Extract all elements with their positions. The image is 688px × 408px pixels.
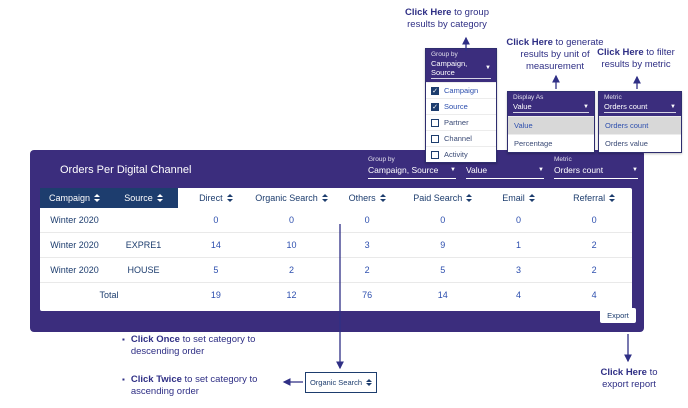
callout-metric-rest: to filter results by metric — [601, 47, 675, 70]
sort-up-down-icon — [609, 194, 615, 202]
sort-up-down-icon — [466, 194, 472, 202]
display-as-popup-value: Value — [513, 102, 532, 111]
callout-group-by-bold: Click Here — [405, 7, 452, 18]
group-by-popup-trigger[interactable] — [426, 49, 496, 82]
group-by-control[interactable]: Group by Campaign, Source ▼ — [368, 156, 456, 179]
sort-twice-bold: Click Twice — [130, 373, 182, 385]
group-by-option-source[interactable]: ✓ Source — [426, 98, 496, 114]
display-as-popup-trigger[interactable] — [508, 92, 594, 116]
sort-once-bold: Click Once — [130, 334, 180, 345]
metric-option-orders-count[interactable]: Orders count — [599, 116, 681, 134]
display-as-control[interactable]: Value ▼ — [466, 156, 544, 179]
column-header-referral[interactable]: Referral — [556, 188, 632, 208]
sort-up-down-icon — [529, 194, 535, 202]
unchecked-checkbox-icon — [431, 119, 439, 127]
group-by-option-activity[interactable]: Activity — [426, 146, 496, 162]
column-header-others[interactable]: Others — [329, 188, 405, 208]
metric-control[interactable]: Metric Orders count ▼ — [554, 156, 638, 179]
chevron-down-icon: ▼ — [670, 103, 676, 110]
metric-popup-trigger[interactable] — [599, 92, 681, 116]
column-header-paid-search[interactable]: Paid Search — [405, 188, 481, 208]
metric-popup — [598, 91, 682, 153]
table-row: Winter 2020 0 0 0 0 0 0 — [50, 215, 597, 225]
column-header-organic-search[interactable]: Organic Search — [254, 188, 330, 208]
callout-group-by — [390, 7, 504, 31]
checked-checkbox-icon: ✓ — [432, 103, 438, 111]
chevron-down-icon: ▼ — [538, 167, 544, 173]
table-row: Winter 2020 HOUSE 5 2 2 5 3 2 — [40, 258, 632, 283]
sort-up-down-icon — [157, 194, 163, 202]
total-row: Total 19 12 76 14 4 4 — [40, 283, 632, 308]
chevron-down-icon: ▼ — [632, 167, 638, 173]
table-header-row — [40, 188, 632, 208]
sort-up-down-icon — [94, 194, 100, 202]
sort-up-down-icon — [227, 194, 233, 202]
group-by-popup-value: Campaign, Source — [431, 59, 468, 77]
sort-twice-instruction — [122, 374, 282, 398]
callout-metric — [584, 47, 688, 71]
sort-once-instruction — [122, 334, 282, 358]
group-by-option-partner[interactable]: Partner — [426, 114, 496, 130]
table-row: Winter 2020 EXPRE1 14 10 3 9 1 2 — [40, 233, 632, 258]
sort-twice-rest: to set category to ascending order — [130, 373, 258, 397]
sort-up-down-icon — [322, 194, 328, 202]
export-button[interactable]: Export — [600, 308, 636, 323]
panel-title: Orders Per Digital Channel — [60, 164, 192, 176]
unchecked-checkbox-icon — [431, 135, 439, 143]
callout-display-as-bold: Click Here — [506, 37, 553, 48]
group-by-option-campaign[interactable]: ✓ Campaign — [426, 82, 496, 98]
callout-export — [592, 367, 666, 391]
chevron-down-icon: ▼ — [485, 65, 491, 71]
unchecked-checkbox-icon — [431, 151, 439, 159]
metric-option-orders-value[interactable]: Orders value — [599, 134, 681, 152]
organic-search-sort-box[interactable]: Organic Search — [305, 372, 377, 393]
display-as-popup-label: Display As — [513, 94, 544, 101]
callout-display-as-rest: to generate results by unit of measurement — [520, 37, 604, 72]
orders-table — [40, 188, 632, 311]
bullet-icon: ▪ — [122, 374, 125, 384]
callout-export-rest: to export report — [602, 367, 658, 390]
column-header-email[interactable]: Email — [481, 188, 557, 208]
display-as-popup — [507, 91, 595, 153]
group-by-popup — [425, 48, 497, 163]
display-as-option-percentage[interactable]: Percentage — [508, 134, 594, 152]
checked-checkbox-icon: ✓ — [432, 87, 438, 95]
column-header-source[interactable]: Source — [109, 188, 178, 208]
sort-once-rest: to set category to descending order — [130, 334, 256, 357]
chevron-down-icon: ▼ — [583, 103, 589, 110]
group-by-option-channel[interactable]: Channel — [426, 130, 496, 146]
sort-up-down-icon — [380, 194, 386, 202]
callout-metric-bold: Click Here — [597, 47, 644, 58]
bullet-icon: ▪ — [122, 335, 125, 344]
metric-popup-value: Orders count — [604, 102, 648, 111]
callout-group-by-rest: to group results by category — [407, 7, 489, 30]
metric-popup-label: Metric — [604, 94, 622, 101]
column-header-direct[interactable]: Direct — [178, 188, 254, 208]
column-header-campaign[interactable]: Campaign — [40, 188, 109, 208]
sort-instructions — [122, 334, 282, 408]
group-by-popup-label: Group by — [431, 51, 458, 58]
orders-per-digital-channel-panel — [30, 150, 644, 332]
sort-up-down-icon — [366, 379, 372, 387]
display-as-option-value[interactable]: Value — [508, 116, 594, 134]
chevron-down-icon: ▼ — [450, 167, 456, 173]
callout-export-bold: Click Here — [600, 367, 647, 378]
